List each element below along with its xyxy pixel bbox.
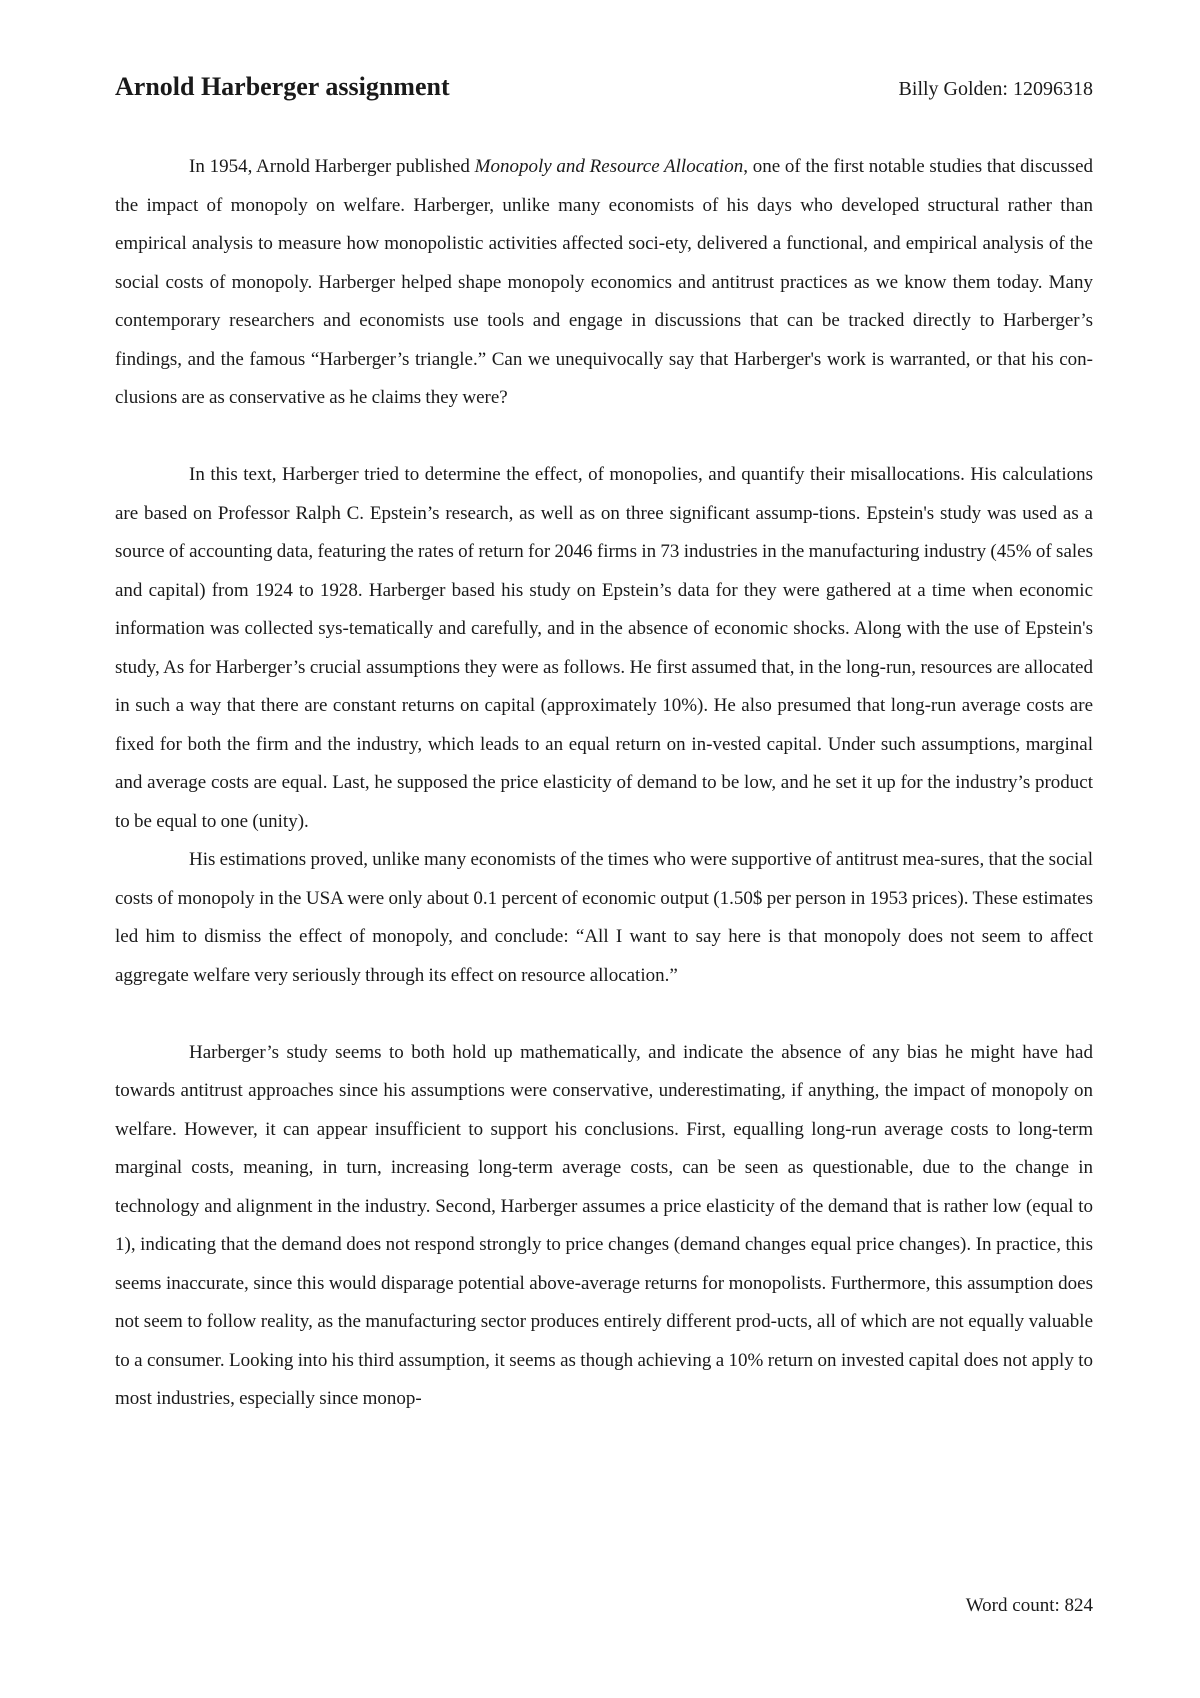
paragraph-spacer bbox=[115, 995, 1093, 1034]
paragraph-estimations: His estimations proved, unlike many economists of the times who were supportive of antitrust mea-sures, that the social costs of monopoly in the USA were only about 0.1 percent of economic output (1.50$ per person in 1953 prices). These estimates led him to dismiss the effect of monopoly, and conclude: “All I want to say here is that monopoly does not seem to affect aggregate welfare very seriously through its effect on resource allocation.” bbox=[115, 849, 1093, 986]
document-body bbox=[115, 148, 1093, 1419]
paragraph-spacer bbox=[115, 418, 1093, 457]
author-name-id: Billy Golden: 12096318 bbox=[898, 78, 1093, 100]
paragraph-intro-text-start: In 1954, Arnold Harberger published bbox=[189, 156, 475, 177]
paragraph-assumptions: In this text, Harberger tried to determine the effect, of monopolies, and quantify their misallocations. His calculations are based on Professor Ralph C. Epstein’s research, as well as on three significant assump-tions. Epstein's study was used as a source of accounting data, featuring the rates of return for 2046 firms in 73 industries in the manufacturing industry (45% of sales and capital) from 1924 to 1928. Harberger based his study on Epstein’s data for they were gathered at a time when economic information was collected sys-tematically and carefully, and in the absence of economic shocks. Along with the use of Epstein's study, As for Harberger’s crucial assumptions they were as follows. He first assumed that, in the long-run, resources are allocated in such a way that there are constant returns on capital (approximately 10%). He also presumed that long-run average costs are fixed for both the firm and the industry, which leads to an equal return on in-vested capital. Under such assumptions, marginal and average costs are equal. Last, he supposed the price elasticity of demand to be low, and he set it up for the industry’s product to be equal to one (unity). bbox=[115, 464, 1093, 832]
word-count: Word count: 824 bbox=[965, 1595, 1093, 1616]
paragraph-intro-text-end: , one of the first notable studies that discussed the impact of monopoly on welfare. Harberger, unlike many economists of his days who developed structural rather than empirical analysis to measure how monopolistic activities affected soci-ety, delivered a functional, and empirical analysis of the social costs of monopoly. Harberger helped shape monopoly economics and antitrust practices as we know them today. Many contemporary researchers and economists use tools and engage in discussions that can be tracked directly to Harberger’s findings, and the famous “Harberger’s triangle.” Can we unequivocally say that Harberger's work is warranted, or that his con-clusions are as conservative as he claims they were? bbox=[115, 156, 1093, 408]
book-title-italic: Monopoly and Resource Allocation bbox=[474, 156, 744, 177]
paragraph-critique: Harberger’s study seems to both hold up mathematically, and indicate the absence of any bias he might have had towards antitrust approaches since his assumptions were conservative, underestimating, if anything, the impact of monopoly on welfare. However, it can appear insufficient to support his conclusions. First, equalling long-run average costs to long-term marginal costs, meaning, in turn, increasing long-term average costs, can be seen as questionable, due to the change in technology and alignment in the industry. Second, Harberger assumes a price elasticity of the demand that is rather low (equal to 1), indicating that the demand does not respond strongly to price changes (demand changes equal price changes). In practice, this seems inaccurate, since this would disparage potential above-average returns for monopolists. Furthermore, this assumption does not seem to follow reality, as the manufacturing sector produces entirely different prod-ucts, all of which are not equally valuable to a consumer. Looking into his third assumption, it seems as though achieving a 10% return on invested capital does not apply to most industries, especially since monop- bbox=[115, 1041, 1093, 1409]
document-title: Arnold Harberger assignment bbox=[115, 72, 450, 101]
document-header bbox=[115, 72, 1093, 112]
paragraph-intro bbox=[115, 148, 1093, 418]
